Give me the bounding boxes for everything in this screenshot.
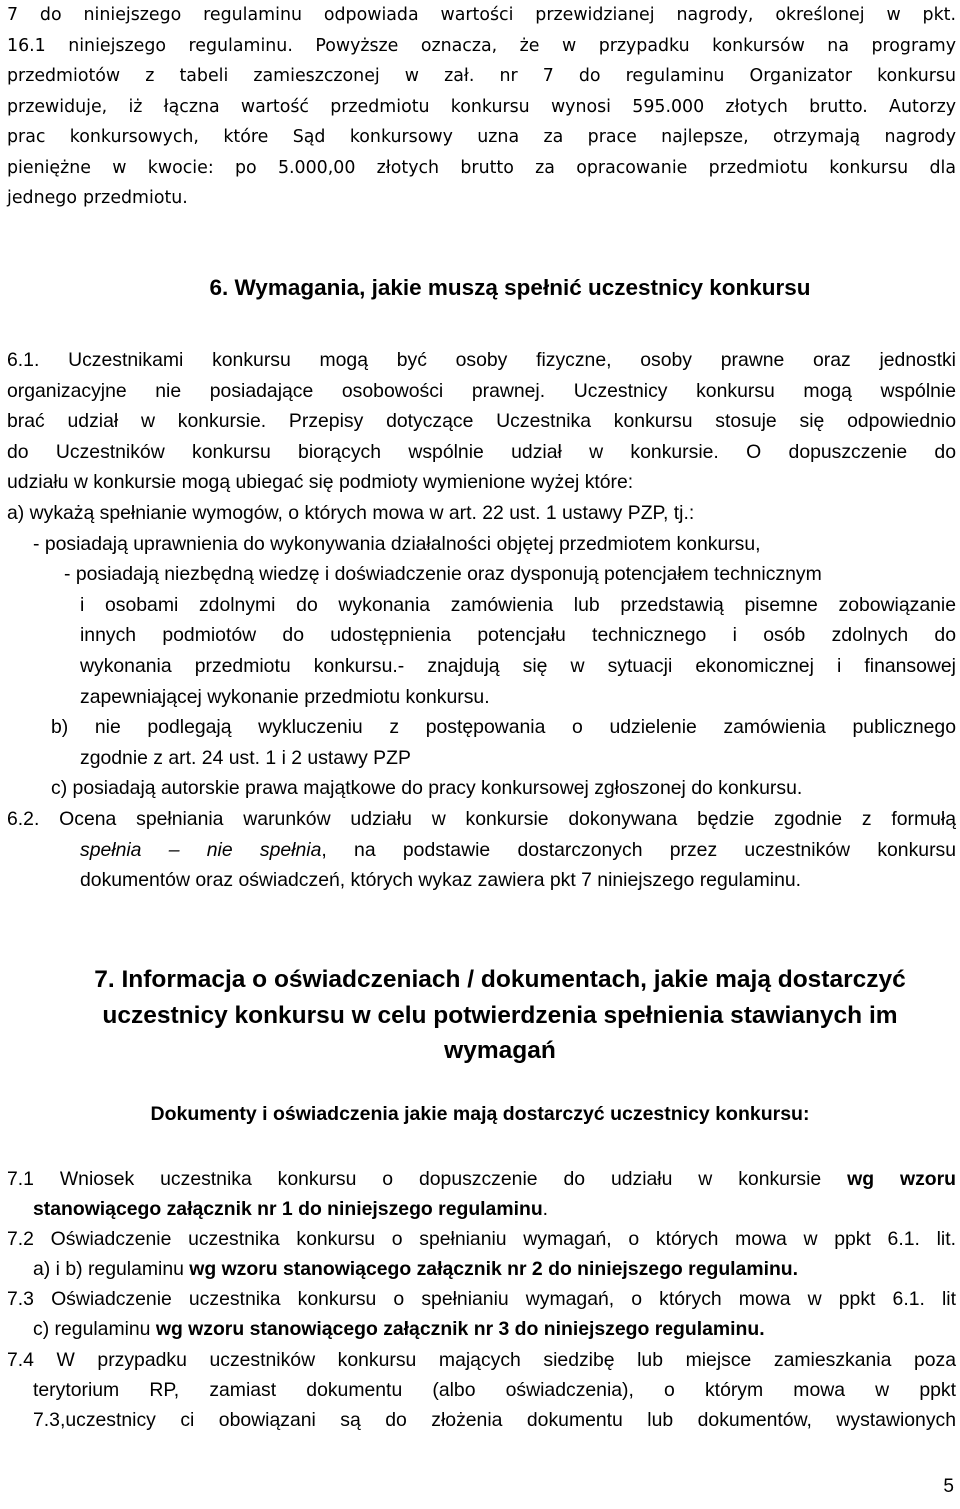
section-6-line: a) wykażą spełnianie wymogów, o których mowa w art. 22 ust. 1 ustawy PZP, tj.: [7, 501, 695, 524]
section-7-heading-line: wymagań [444, 1037, 556, 1064]
intro-line: pieniężne w kwocie: po 5.000,00 złotych brutto za opracowanie przedmiotu konkursu dla [7, 157, 956, 178]
section-6-body [7, 345, 956, 896]
section-7-line [7, 1314, 956, 1344]
section-6-line: brać udział w konkursie. Przepisy dotyczące Uczestnika konkursu stosuje się odpowiednio [7, 410, 956, 433]
intro-line: przewiduje, iż łączna wartość przedmiotu konkursu wynosi 595.000 złotych brutto. Autorzy [7, 96, 956, 117]
section-7-line: 7.4 W przypadku uczestników konkursu mających siedzibę lub miejsce zamieszkania poza [7, 1348, 956, 1371]
section-6-line: zapewniającej wykonanie przedmiotu konkursu. [80, 685, 490, 708]
section-7-bold: stanowiącego załącznik nr 1 do niniejszego regulaminu [33, 1198, 543, 1221]
intro-line: jednego przedmiotu. [7, 188, 188, 208]
section-6-line: i osobami zdolnymi do wykonania zamówienia lub przedstawią pisemne zobowiązanie [80, 593, 956, 616]
section-6-line: - posiadają niezbędną wiedzę i doświadczenie oraz dysponują potencjałem technicznym [64, 563, 822, 586]
section-7-bold: wg wzoru stanowiącego załącznik nr 2 do niniejszego regulaminu. [189, 1258, 799, 1281]
section-7-text: . [542, 1198, 549, 1221]
section-7-text: c) regulaminu [33, 1318, 156, 1341]
section-6-line: udziału w konkursie mogą ubiegać się podmioty wymienione wyżej które: [7, 471, 634, 494]
section-6-line: innych podmiotów do udostępnienia potencjału technicznego i osób zdolnych do [80, 624, 956, 647]
page-number: 5 [943, 1476, 954, 1497]
intro-line: 7 do niniejszego regulaminu odpowiada wartości przewidzianej nagrody, określonej w pkt. [7, 5, 956, 25]
section-6-line [7, 835, 956, 866]
intro-line: prac konkursowych, które Sąd konkursowy uzna za prace najlepsze, otrzymają nagrody [7, 127, 956, 147]
section-6-line: dokumentów oraz oświadczeń, których wykaz zawiera pkt 7 niniejszego regulaminu. [80, 869, 802, 892]
section-6-line: 6.2. Ocena spełniania warunków udziału w konkursie dokonywana będzie zgodnie z formułą [7, 807, 956, 830]
section-7-heading [60, 962, 940, 1069]
section-6-line: zgodnie z art. 24 ust. 1 i 2 ustawy PZP [80, 746, 411, 769]
section-7-body [7, 1164, 956, 1435]
section-7-text: a) i b) regulaminu [33, 1258, 190, 1281]
section-6-line: organizacyjne nie posiadające osobowości prawnej. Uczestnicy konkursu mogą wspólnie [7, 379, 956, 402]
section-7-text: 7.1 Wniosek uczestnika konkursu o dopuszczenie do udziału w konkursie [7, 1168, 848, 1190]
section-7-line [7, 1164, 956, 1194]
section-7-bold: wg wzoru [847, 1168, 956, 1190]
section-6-heading: 6. Wymagania, jakie muszą spełnić uczestnicy konkursu [209, 275, 811, 300]
section-7-bold: wg wzoru stanowiącego załącznik nr 3 do niniejszego regulaminu. [155, 1318, 765, 1341]
section-7-line: 7.2 Oświadczenie uczestnika konkursu o spełnianiu wymagań, o których mowa w ppkt 6.1. lit. [7, 1228, 956, 1251]
section-7-line [7, 1254, 956, 1284]
intro-line: 16.1 niniejszego regulaminu. Powyższe oznacza, że w przypadku konkursów na programy [7, 35, 956, 56]
section-6-text: , na podstawie dostarczonych przez uczestników konkursu [321, 838, 956, 861]
section-7-line: 7.3,uczestnicy ci obowiązani są do złożenia dokumentu lub dokumentów, wystawionych [33, 1408, 956, 1431]
formula-italic: spełnia – nie spełnia [80, 838, 322, 861]
section-6-line: - posiadają uprawnienia do wykonywania działalności objętej przedmiotem konkursu, [33, 532, 761, 555]
section-7-line [7, 1194, 956, 1224]
intro-line: przedmiotów z tabeli zamieszczonej w zał. nr 7 do regulaminu Organizator konkursu [7, 66, 956, 86]
section-7-line: terytorium RP, zamiast dokumentu (albo oświadczenia), o którym mowa w ppkt [33, 1378, 956, 1401]
section-6-line: b) nie podlegają wykluczeniu z postępowania o udzielenie zamówienia publicznego [51, 716, 956, 739]
section-7-heading-line: 7. Informacja o oświadczeniach / dokumentach, jakie mają dostarczyć [94, 966, 906, 993]
section-7-line: 7.3 Oświadczenie uczestnika konkursu o spełnianiu wymagań, o których mowa w ppkt 6.1. lit [7, 1288, 956, 1311]
section-6-line: 6.1. Uczestnikami konkursu mogą być osoby fizyczne, osoby prawne oraz jednostki [7, 349, 956, 371]
section-7-heading-line: uczestnicy konkursu w celu potwierdzenia spełnienia stawianych im [102, 1001, 898, 1029]
section-7-subheading: Dokumenty i oświadczenia jakie mają dostarczyć uczestnicy konkursu: [150, 1103, 810, 1125]
section-6-line: wykonania przedmiotu konkursu.- znajdują się w sytuacji ekonomicznej i finansowej [80, 654, 956, 677]
intro-paragraph [7, 0, 956, 214]
section-6-line: do Uczestników konkursu biorących wspólnie udział w konkursie. O dopuszczenie do [7, 440, 956, 463]
section-6-line: c) posiadają autorskie prawa majątkowe do pracy konkursowej zgłoszonej do konkursu. [51, 777, 803, 800]
